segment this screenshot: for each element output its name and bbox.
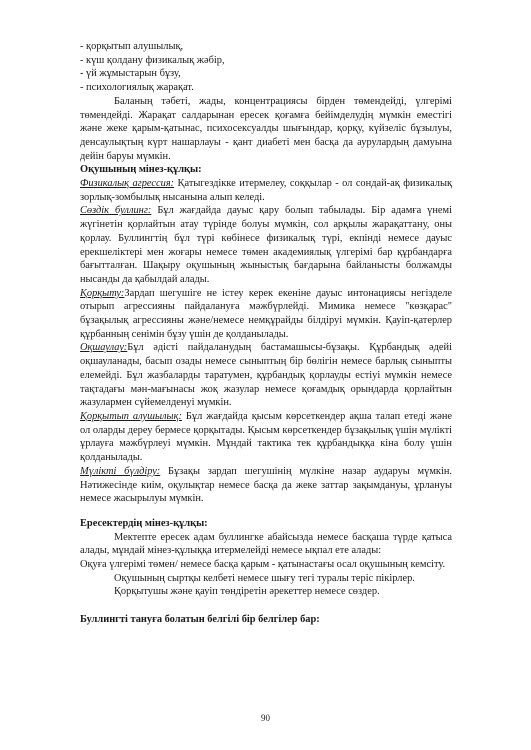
definition-verbal-bullying	[80, 204, 452, 286]
page-content	[80, 40, 452, 627]
definition-text: Қатыгездікке итермелеу, соққылар - ол сондай-ақ физикалық зорлық-зомбылық нысанына алып келеді.	[80, 178, 452, 203]
definition-text: Бұл жағдайда қысым көрсеткендер ақша талап етеді және ол оларды дереу бермесе қорқытады. Қысым көрсеткендер бұзақылық үшін мүлікті ұрлауға мәжбүрлеуі мүмкін. Мұндай тактика тек құрбандыққа кіна болу үшін қолданылады.	[80, 410, 452, 464]
list-item: - күш қолдану физикалық жәбір,	[80, 54, 225, 66]
intro-paragraph: Баланың тәбеті, жады, концентрациясы бірден төмендейді, үлгерімі төмендейді. Жарақат салдарынан ересек қоғамға бейімделудің мүмкін еместігі және жеке қарым-қатынас, психосексуалды шығындар, қорқу, күйзеліс бұзылуы, денсаулықтың күрт нашарлауы - қант диабеті мен басқа да аурулардың дамуына дейін баруы мүмкін.	[80, 95, 452, 162]
definition-intimidation	[80, 287, 452, 342]
definition-text: Бұл жағдайда дауыс қару болып табылады. Бір адамға үнемі жүгінетін қорлайтын атау түрінде болуы мүмкін, сол арқылы жарақаттану, оны қорлау. Буллингтің бұл түрі көбінесе физикалық түрі, екпінді немесе дауыс ерекшеліктері мен жоғары немесе төмен академиялық үлгерімі бар құрбандарға бағытталған. Шақыру оқушының жыныстық бағдарына байланысты болжамды нысанды да қабылдай алады.	[80, 205, 452, 285]
adult-paragraph: Мектепте ересек адам буллингке абайсызда немесе басқаша түрде қатыса алады, мұндай мінез-құлыққа итермелейді немесе ықпал ете алады:	[80, 531, 452, 557]
definition-property-damage	[80, 465, 452, 506]
section-heading-adult-behavior: Ересектердің мінез-құлқы:	[80, 517, 208, 529]
definition-extortion	[80, 410, 452, 465]
term-label: Сөздік буллинг:	[80, 205, 152, 217]
section-heading-student-behavior: Оқушының мінез-құлқы:	[80, 164, 202, 176]
section-heading-bullying-signs: Буллингті тануға болатын белгілі бір белгілер бар:	[80, 614, 320, 626]
term-label: Оқшаулау:	[80, 342, 128, 354]
page-number: 90	[261, 713, 270, 723]
definition-isolation	[80, 341, 452, 410]
list-item: - психологиялық жарақат.	[80, 82, 194, 94]
term-label: Қорқыту:	[80, 287, 125, 299]
definition-physical-aggression	[80, 177, 452, 204]
spacer	[80, 599, 452, 613]
term-label: Мүлікті бүлдіру:	[80, 465, 161, 477]
adult-paragraph-continued: Оқуға үлгерімі төмен/ немесе басқа қарым - қатынастағы осал оқушының кемсіту.	[80, 559, 446, 571]
definition-text: Бұл әдісті пайдаланудың бастамашысы-бұзақы. Құрбандық әдейі оқшауланады, басып озады немесе сыныптың бір бөлігін немесе барлық сыныпты елемейді. Бұл жазбаларды таратумен, құрбандық қорлауды естіуі мүмкін немесе тақтадағы мән-мағынасы жоқ жазулар немесе қоғамдық орындарда қорлайтын жазулармен сүйемелденуі мүмкін.	[80, 342, 452, 409]
adult-paragraph-threats: Қорқытушы және қауіп төндіретін әрекеттер немесе сөздер.	[114, 586, 380, 598]
definition-text: Зардап шегушіге не істеу керек екеніне дауыс интонациясы негізделе отырып агрессияны пайдалануға мәжбүрлейді. Мимика немесе "көзқарас" бұзақылық агрессияны және/немесе немқұрайды білдіруі мүмкін. Қауіп-қатерлер құрбанның сенімін бұзу үшін де қолданылады.	[80, 287, 452, 340]
term-label: Физикалық агрессия:	[80, 178, 175, 190]
term-label: Қорқытып алушылық:	[80, 410, 182, 422]
list-item: - қорқытып алушылық,	[80, 41, 184, 52]
list-item: - үй жұмыстарын бұзу,	[80, 68, 181, 80]
adult-paragraph-appearance: Оқушының сыртқы келбеті немесе шығу тегі туралы теріс пікірлер.	[114, 572, 415, 584]
definition-text: Бұзақы зардап шегушінің мүлкіне назар аударуы мүмкін. Нәтижесінде киім, оқулықтар немесе басқа да жеке заттар зақымдануы, ұрлануы немесе жасырылуы мүмкін.	[80, 465, 452, 505]
spacer	[80, 506, 452, 517]
